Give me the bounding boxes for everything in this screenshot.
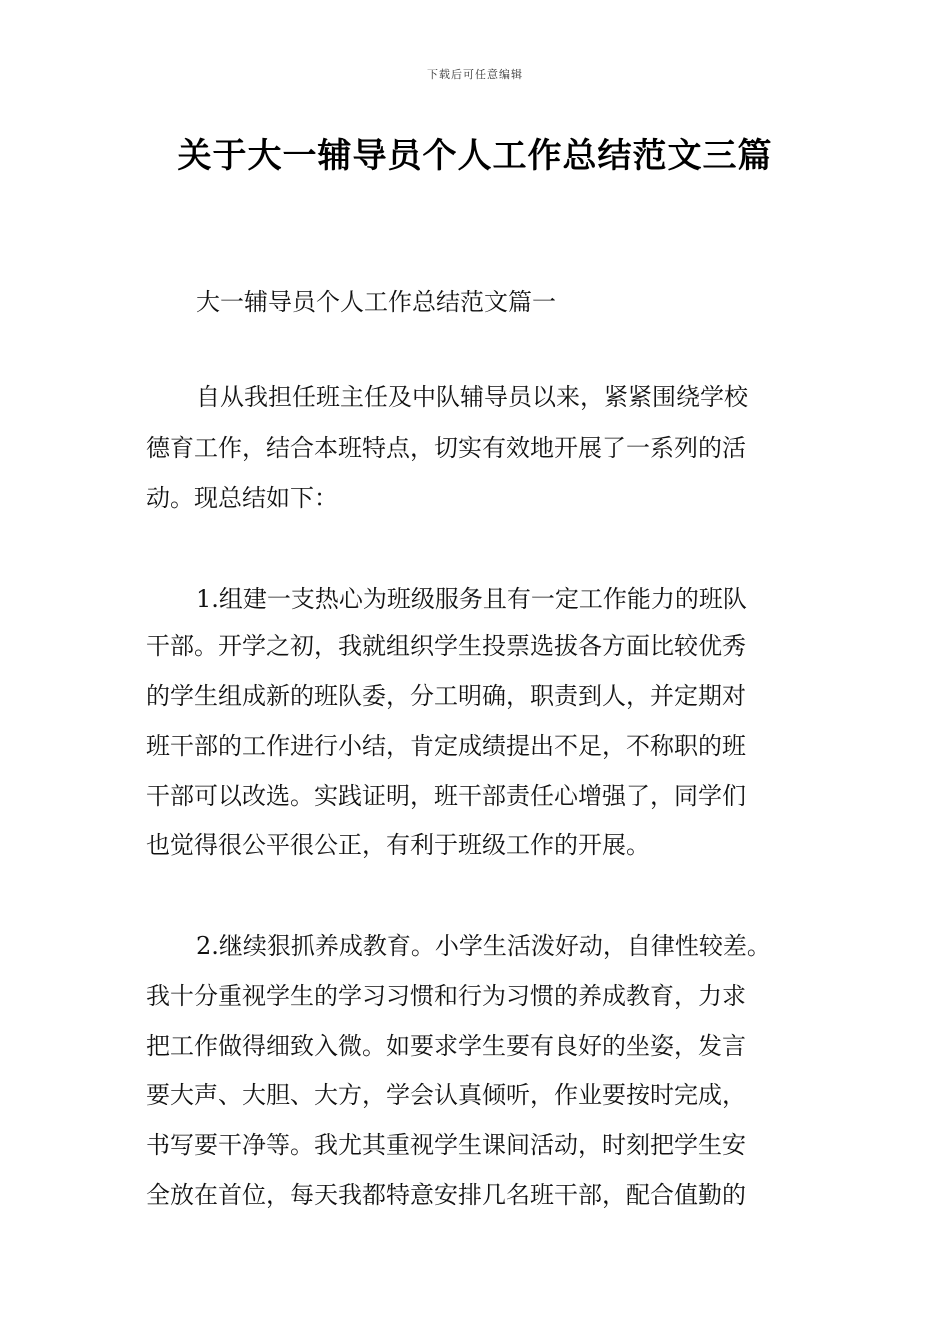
paragraph-line: 自从我担任班主任及中队辅导员以来，紧紧围绕学校 — [196, 383, 748, 411]
paragraph-line: 也觉得很公平很公正，有利于班级工作的开展。 — [146, 831, 650, 859]
paragraph-line: 我十分重视学生的学习习惯和行为习惯的养成教育，力求 — [146, 982, 746, 1010]
paragraph-line: 干部可以改选。实践证明，班干部责任心增强了，同学们 — [146, 782, 746, 810]
paragraph-line: 干部。开学之初，我就组织学生投票选拔各方面比较优秀 — [146, 632, 746, 660]
paragraph-line: 2.继续狠抓养成教育。小学生活泼好动，自律性较差。 — [196, 932, 771, 960]
paragraph-line: 德育工作，结合本班特点，切实有效地开展了一系列的活 — [146, 434, 746, 462]
document-title: 关于大一辅导员个人工作总结范文三篇 — [177, 136, 773, 176]
section-heading: 大一辅导员个人工作总结范文篇一 — [196, 288, 556, 316]
header-note: 下载后可任意编辑 — [427, 68, 523, 81]
paragraph-line: 书写要干净等。我尤其重视学生课间活动，时刻把学生安 — [146, 1131, 746, 1159]
paragraph-line: 把工作做得细致入微。如要求学生要有良好的坐姿，发言 — [146, 1032, 746, 1060]
paragraph-line: 动。现总结如下： — [146, 484, 338, 512]
paragraph-line: 要大声、大胆、大方，学会认真倾听，作业要按时完成， — [146, 1081, 746, 1109]
paragraph-line: 1.组建一支热心为班级服务且有一定工作能力的班队 — [196, 585, 747, 613]
paragraph-line: 班干部的工作进行小结，肯定成绩提出不足，不称职的班 — [146, 732, 746, 760]
paragraph-line: 的学生组成新的班队委，分工明确，职责到人，并定期对 — [146, 682, 746, 710]
paragraph-line: 全放在首位，每天我都特意安排几名班干部，配合值勤的 — [146, 1181, 746, 1209]
